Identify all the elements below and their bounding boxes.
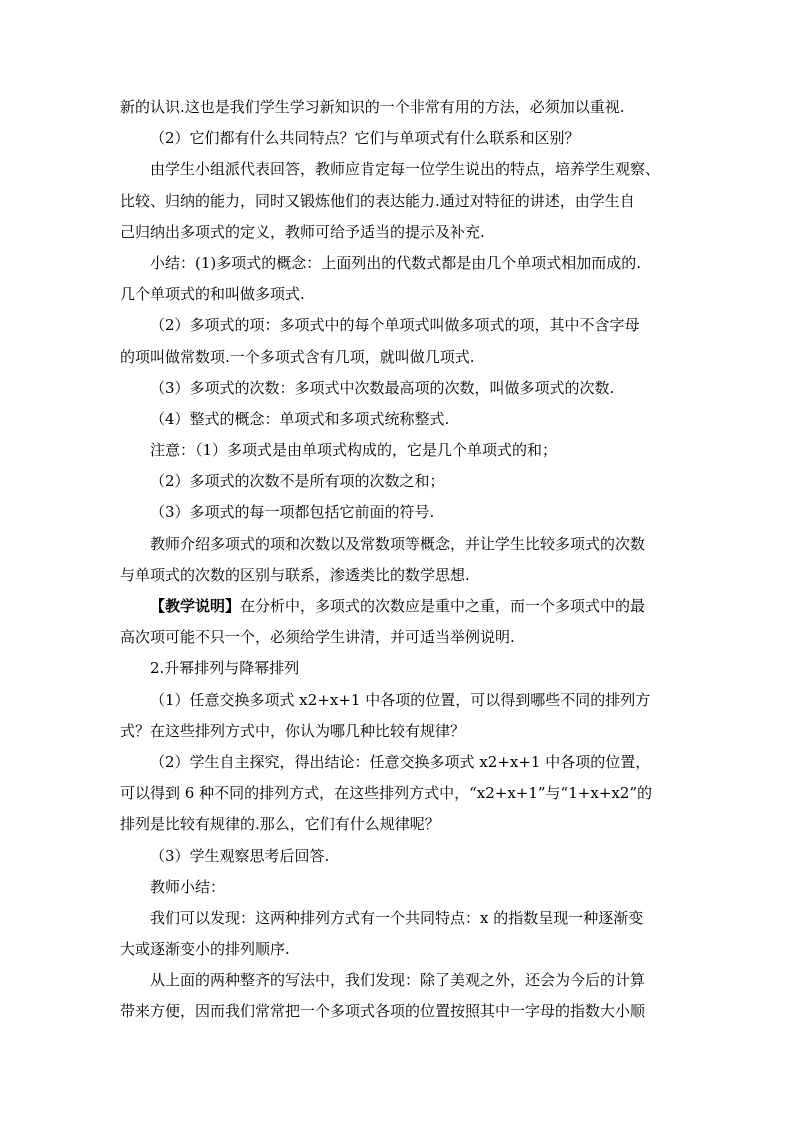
text-line: 大或逐渐变小的排列顺序. <box>120 940 290 959</box>
text-line: 注意：（1）多项式是由单项式构成的，它是几个单项式的和； <box>150 441 558 460</box>
text-line: （1）任意交换多项式 x2+x+1 中各项的位置，可以得到哪些不同的排列方 <box>150 690 651 709</box>
text-line: 己归纳出多项式的定义，教师可给予适当的提示及补充. <box>120 222 485 241</box>
text-line: 可以得到 6 种不同的排列方式，在这些排列方式中，“x2+x+1”与“1+x+x2”的 <box>120 784 653 803</box>
text-line: （3）多项式的次数：多项式中次数最高项的次数，叫做多项式的次数. <box>150 378 615 397</box>
text-line: 的项叫做常数项.一个多项式含有几项，就叫做几项式. <box>120 347 475 366</box>
text-line: （2）多项式的项：多项式中的每个单项式叫做多项式的项，其中不含字母 <box>150 316 640 335</box>
text-line: 带来方便，因而我们常常把一个多项式各项的位置按照其中一字母的指数大小顺 <box>120 1002 646 1021</box>
document-body <box>120 92 680 1028</box>
teaching-note-line <box>120 591 680 622</box>
text-line: 几个单项式的和叫做多项式. <box>120 285 305 304</box>
text-line: 高次项可能不只一个，必须给学生讲清，并可适当举例说明. <box>120 628 515 647</box>
text-line: 教师介绍多项式的项和次数以及常数项等概念，并让学生比较多项式的次数 <box>150 534 646 553</box>
text-line: 比较、归纳的能力，同时又锻炼他们的表达能力.通过对特征的讲述，由学生自 <box>120 191 635 210</box>
text-line: 由学生小组派代表回答，教师应肯定每一位学生说出的特点，培养学生观察、 <box>150 160 661 179</box>
text-line: （2）学生自主探究，得出结论：任意交换多项式 x2+x+1 中各项的位置， <box>150 752 651 771</box>
teaching-note-label: 【教学说明】 <box>150 597 241 615</box>
text-line: 小结：(1)多项式的概念：上面列出的代数式都是由几个单项式相加而成的. <box>150 253 642 272</box>
text-line: 从上面的两种整齐的写法中，我们发现：除了美观之外，还会为今后的计算 <box>150 971 646 990</box>
text-line: 我们可以发现：这两种排列方式有一个共同特点：x 的指数呈现一种逐渐变 <box>150 908 644 927</box>
teaching-note-text: 在分析中，多项式的次数应是重中之重，而一个多项式中的最 <box>240 597 646 615</box>
section-heading: 2.升幂排列与降幂排列 <box>150 659 300 678</box>
text-line: 新的认识.这也是我们学生学习新知识的一个非常有用的方法，必须加以重视. <box>120 98 625 116</box>
text-line: （4）整式的概念：单项式和多项式统称整式. <box>150 409 450 428</box>
text-line: （2）多项式的次数不是所有项的次数之和； <box>150 472 445 491</box>
text-line: 与单项式的次数的区别与联系，渗透类比的数学思想. <box>120 565 470 584</box>
text-line: 教师小结： <box>150 877 226 896</box>
text-line: （2）它们都有什么共同特点？它们与单项式有什么联系和区别？ <box>150 129 580 148</box>
text-line: （3）多项式的每一项都包括它前面的符号. <box>150 503 435 522</box>
text-line: （3）学生观察思考后回答. <box>150 846 330 865</box>
text-line: 排列是比较有规律的.那么，它们有什么规律呢？ <box>120 815 440 834</box>
text-line: 式？在这些排列方式中，你认为哪几种比较有规律？ <box>120 721 466 740</box>
